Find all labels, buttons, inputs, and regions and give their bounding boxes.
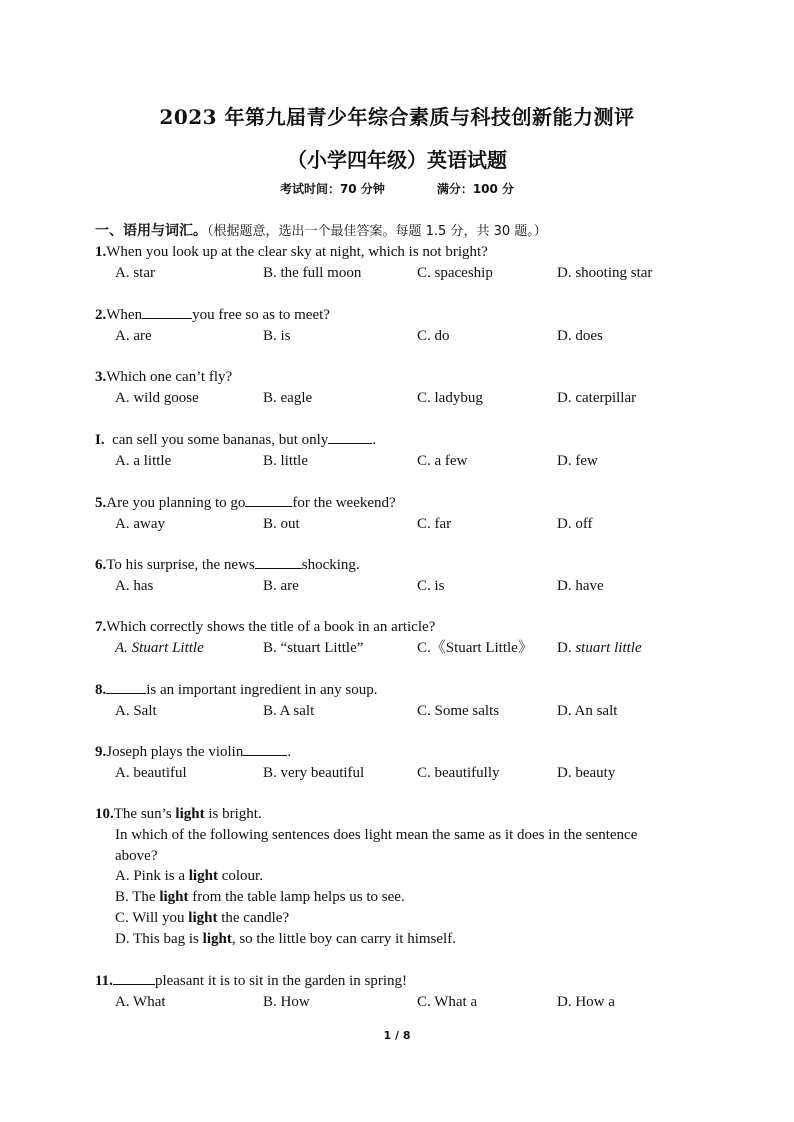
option-d: D. shooting star: [557, 264, 653, 281]
option-c: C. Some salts: [417, 702, 500, 719]
option-b: B. is: [263, 327, 291, 344]
option-c: C. a few: [417, 452, 468, 469]
answer-blank: [245, 492, 292, 507]
option-b: B. out: [263, 515, 300, 532]
question-stem: Which correctly shows the title of a book in an article?: [106, 619, 436, 635]
question-4: [95, 429, 715, 472]
option-a: A. a little: [115, 452, 172, 469]
answer-blank: [142, 304, 192, 319]
option-b: B. eagle: [263, 389, 313, 406]
question-number: 2.: [95, 307, 107, 323]
question-stem: Which one can’t fly?: [106, 369, 233, 385]
option-d: D. stuart little: [557, 639, 642, 656]
option-d: D. beauty: [557, 764, 616, 781]
choice-a: A. Pink is a light colour.: [115, 868, 263, 885]
answer-blank: [243, 741, 287, 756]
question-9: [95, 741, 715, 784]
choice-d: D. This bag is light, so the little boy can carry it himself.: [115, 930, 456, 947]
question-prompt-cont: above?: [115, 847, 158, 864]
question-stem-before: Are you planning to go: [106, 495, 246, 511]
question-11: [95, 970, 715, 1013]
question-number: 1.: [95, 244, 107, 260]
question-2: [95, 304, 715, 347]
choice-c: C. Will you light the candle?: [115, 909, 290, 926]
option-a: A. What: [115, 993, 166, 1010]
choice-b: B. The light from the table lamp helps us to see.: [115, 889, 405, 906]
question-prompt: In which of the following sentences does light mean the same as it does in the sentence: [115, 826, 638, 843]
section-title: 一、语用与词汇。: [95, 223, 207, 239]
question-stem-after: for the weekend?: [292, 495, 396, 511]
option-a: A. Stuart Little: [115, 639, 204, 656]
question-1: [95, 242, 715, 284]
question-8: [95, 679, 715, 722]
question-stem-before: can sell you some bananas, but only: [112, 432, 329, 448]
answer-blank: [328, 429, 372, 444]
option-a: A. star: [115, 264, 155, 281]
option-c: C. do: [417, 327, 450, 344]
question-5: [95, 492, 715, 535]
question-10: [95, 804, 715, 950]
option-b: B. very beautiful: [263, 764, 365, 781]
question-stem-before: To his surprise, the news: [106, 557, 255, 573]
answer-blank: [113, 970, 155, 985]
question-stem-before: The sun’s: [113, 806, 176, 822]
question-number: 10.: [95, 806, 114, 822]
question-stem-after: is bright.: [204, 806, 262, 822]
section-directions: （根据题意，选出一个最佳答案。每题 1.5 分，共 30 题。）: [207, 224, 547, 239]
question-number: 7.: [95, 619, 107, 635]
option-b: B. the full moon: [263, 264, 362, 281]
question-stem-after: .: [287, 744, 292, 760]
option-a: A. has: [115, 577, 154, 594]
question-stem-before: When: [106, 307, 143, 323]
question-number: 9.: [95, 744, 107, 760]
option-a: A. wild goose: [115, 389, 199, 406]
option-d: D. few: [557, 452, 598, 469]
option-b: B. are: [263, 577, 299, 594]
question-stem-after: is an important ingredient in any soup.: [146, 682, 378, 698]
question-stem-after: shocking.: [301, 557, 360, 573]
question-stem-after: .: [372, 432, 377, 448]
exam-title: 2023 年第九届青少年综合素质与科技创新能力测评: [159, 105, 635, 129]
question-6: [95, 554, 715, 597]
section-heading: [95, 220, 735, 240]
option-c: C. far: [417, 515, 452, 532]
option-a: A. beautiful: [115, 764, 187, 781]
option-c: C. spaceship: [417, 264, 493, 281]
option-a: A. away: [115, 515, 165, 532]
answer-blank: [255, 554, 302, 569]
question-number: 6.: [95, 557, 107, 573]
question-7: [95, 617, 715, 659]
question-stem-after: pleasant it is to sit in the garden in spring!: [154, 973, 407, 989]
exam-meta: [0, 180, 794, 197]
option-b: B. “stuart Little”: [263, 639, 364, 656]
option-d: D. have: [557, 577, 604, 594]
question-stem-after: you free so as to meet?: [192, 307, 330, 323]
question-3: [95, 367, 715, 409]
option-d: D. does: [557, 327, 603, 344]
question-number: 8.: [95, 682, 107, 698]
option-b: B. little: [263, 452, 308, 469]
option-d: D. off: [557, 515, 593, 532]
question-number: I.: [95, 432, 105, 448]
exam-score: 满分：100 分: [436, 182, 515, 196]
option-a: A. Salt: [115, 702, 157, 719]
exam-subtitle: （小学四年级）英语试题: [287, 148, 507, 172]
option-c: C. ladybug: [417, 389, 483, 406]
option-c: C. beautifully: [417, 764, 500, 781]
option-d: D. How a: [557, 993, 615, 1010]
question-stem-before: Joseph plays the violin: [106, 744, 244, 760]
option-d: D. An salt: [557, 702, 618, 719]
question-number: 5.: [95, 495, 107, 511]
option-c: C. is: [417, 577, 445, 594]
option-b: B. A salt: [263, 702, 315, 719]
question-number: 11.: [95, 973, 113, 989]
question-number: 3.: [95, 369, 107, 385]
option-d: D. caterpillar: [557, 389, 637, 406]
question-stem: When you look up at the clear sky at night, which is not bright?: [106, 244, 488, 260]
page-number: 1 / 8: [383, 1029, 411, 1042]
option-b: B. How: [263, 993, 310, 1010]
answer-blank: [106, 679, 146, 694]
option-c: C.《Stuart Little》: [417, 639, 533, 656]
option-d-italic: stuart little: [575, 639, 642, 656]
option-a: A. are: [115, 327, 152, 344]
option-c: C. What a: [417, 993, 478, 1010]
keyword: light: [175, 806, 205, 822]
exam-time: 考试时间：70 分钟: [279, 182, 385, 196]
